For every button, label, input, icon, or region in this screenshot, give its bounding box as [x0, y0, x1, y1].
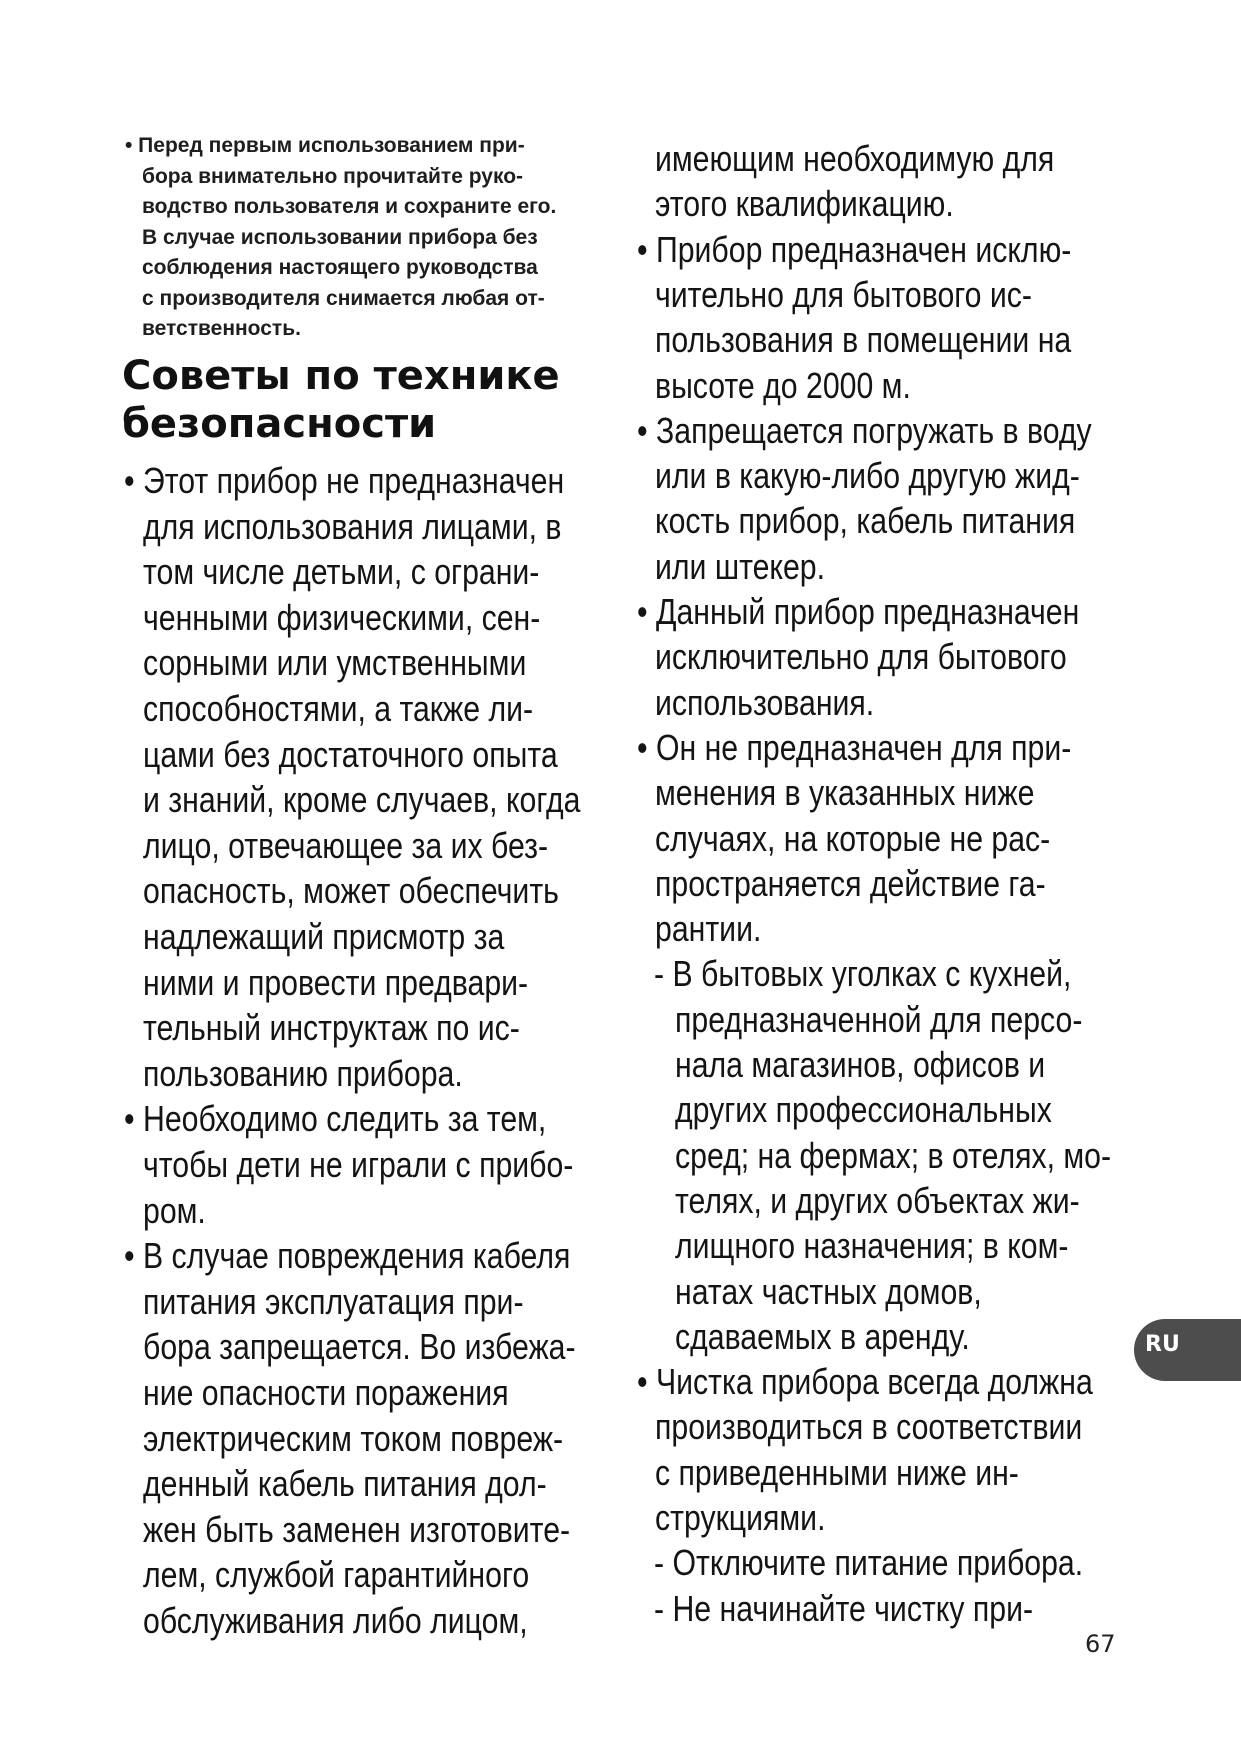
intro-line: соблюдения настоящего руководства — [142, 256, 538, 279]
language-tab-label: RU — [1145, 1332, 1180, 1357]
body-line: нала магазинов, офисов и — [675, 1044, 1046, 1085]
body-line: • Этот прибор не предназначен — [124, 460, 565, 501]
body-line: использования. — [655, 681, 875, 723]
body-line: • Прибор предназначен исклю- — [637, 228, 1072, 270]
body-line: или штекер. — [655, 545, 826, 587]
body-line: лицо, отвечающее за их без- — [143, 824, 549, 866]
body-line: пользования в помещении на — [655, 319, 1072, 361]
body-line: предназначенной для персо- — [675, 998, 1083, 1040]
intro-line: ветственность. — [142, 317, 301, 340]
body-line: ними и провести предвари- — [143, 961, 529, 1003]
body-line: для использования лицами, в — [143, 505, 562, 547]
body-line: • Необходимо следить за тем, — [124, 1098, 547, 1140]
body-line: опасность, может обеспечить — [143, 870, 559, 912]
body-line: том числе детьми, с ограни- — [143, 551, 540, 593]
body-line: - Не начинайте чистку при- — [654, 1587, 1034, 1629]
body-line: питания эксплуатация при- — [143, 1280, 524, 1322]
body-line: • Чистка прибора всегда должна — [637, 1361, 1093, 1403]
body-line: чительно для бытового ис- — [655, 273, 1032, 315]
body-line: струкциями. — [655, 1497, 826, 1538]
body-line: - Отключите питание прибора. — [654, 1542, 1084, 1584]
body-line: сдаваемых в аренду. — [675, 1315, 970, 1357]
body-line: натах частных домов, — [675, 1270, 982, 1312]
body-line: чтобы дети не играли с прибо- — [143, 1144, 574, 1185]
intro-line: водство пользователя и сохраните его. — [142, 195, 557, 218]
body-line: сред; на фермах; в отелях, мо- — [675, 1134, 1112, 1176]
body-line: пользованию прибора. — [143, 1052, 463, 1094]
body-line: ром. — [143, 1189, 206, 1231]
heading-line: безопасности — [122, 401, 437, 447]
body-line: рантии. — [655, 908, 762, 950]
body-line: бора запрещается. Во избежа- — [143, 1326, 576, 1368]
body-line: исключительно для бытового — [655, 636, 1067, 678]
body-line: ние опасности поражения — [143, 1372, 509, 1413]
body-line: производиться в соответствии — [655, 1406, 1083, 1448]
body-line: • В случае повреждения кабеля — [124, 1235, 571, 1277]
body-line: денный кабель питания дол- — [143, 1463, 547, 1505]
body-line: лем, службой гарантийного — [143, 1554, 530, 1596]
body-line: тельный инструктаж по ис- — [143, 1007, 520, 1049]
body-line: менения в указанных ниже — [655, 772, 1035, 814]
language-tab — [1134, 1319, 1241, 1381]
body-line: или в какую-либо другую жид- — [655, 455, 1080, 497]
body-line: и знаний, кроме случаев, когда — [143, 779, 581, 821]
body-line: способностями, а также ли- — [143, 688, 534, 729]
intro-line: • Перед первым использованием при- — [125, 134, 525, 157]
body-line: высоте до 2000 м. — [655, 364, 911, 406]
body-line: лищного назначения; в ком- — [675, 1225, 1069, 1267]
body-line: случаях, на которые не рас- — [655, 817, 1051, 859]
body-line: • Он не предназначен для при- — [637, 726, 1072, 768]
body-line: телях, и других объектах жи- — [675, 1179, 1080, 1221]
body-line: жен быть заменен изготовите- — [143, 1508, 571, 1550]
body-line: - В бытовых уголках с кухней, — [654, 953, 1072, 995]
intro-line: бора внимательно прочитайте руко- — [142, 164, 524, 188]
body-line: имеющим необходимую для — [655, 138, 1055, 179]
body-line: этого квалификацию. — [655, 183, 954, 225]
body-line: • Данный прибор предназначен — [637, 591, 1080, 632]
page-number: 67 — [1085, 1630, 1116, 1658]
body-line: ченными физическими, сен- — [143, 596, 541, 638]
body-line: электрическим током повреж- — [143, 1417, 564, 1459]
body-line: цами без достаточного опыта — [143, 733, 558, 775]
intro-line: В случае использовании прибора без — [142, 225, 538, 249]
body-line: надлежащий присмотр за — [143, 916, 505, 957]
body-line: с приведенными ниже ин- — [655, 1451, 1019, 1493]
body-line: других профессиональных — [675, 1089, 1052, 1131]
body-line: пространяется действие га- — [655, 862, 1046, 904]
body-line: • Запрещается погружать в воду — [637, 409, 1092, 451]
heading-line: Советы по технике — [122, 353, 560, 399]
body-line: кость прибор, кабель питания — [655, 500, 1076, 542]
body-line: сорными или умственными — [143, 642, 527, 684]
body-line: обслуживания либо лицом, — [143, 1600, 528, 1641]
intro-line: с производителя снимается любая от- — [142, 286, 545, 310]
